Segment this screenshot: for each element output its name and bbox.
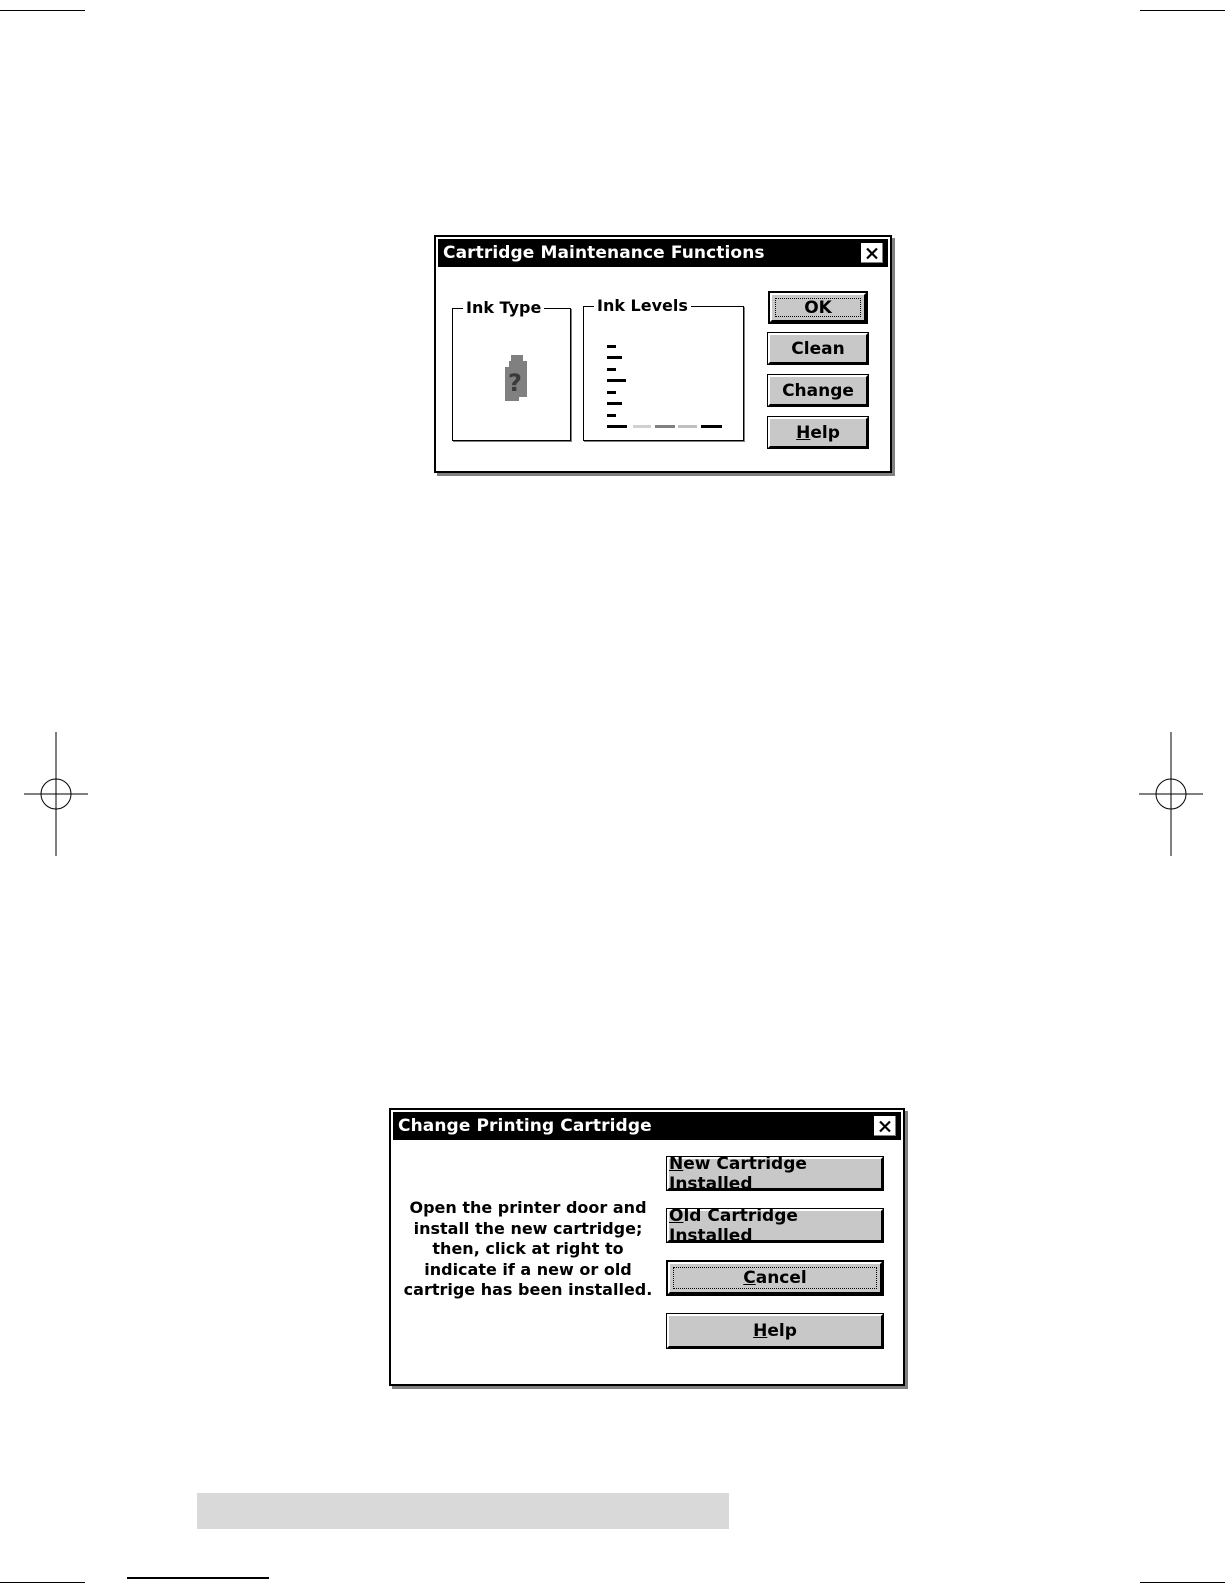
cancel-label-rest: ancel [755, 1268, 807, 1288]
scale-tick [607, 414, 616, 417]
ink-level-bar [655, 425, 675, 428]
ink-level-bar [633, 425, 651, 428]
dialog-title: Cartridge Maintenance Functions [443, 243, 765, 263]
help-label-rest: elp [767, 1321, 797, 1341]
scale-tick [607, 402, 622, 405]
footer-bar [197, 1493, 729, 1529]
help-button[interactable] [667, 1314, 883, 1348]
old-cartridge-label [669, 1206, 881, 1246]
change-button[interactable] [768, 375, 868, 406]
scale-tick [607, 345, 616, 348]
cartridge-maintenance-dialog [434, 235, 892, 473]
svg-text:?: ? [508, 369, 522, 397]
ink-levels-group [583, 296, 744, 441]
new-cartridge-label [669, 1154, 881, 1194]
close-button[interactable] [860, 242, 884, 264]
unknown-cartridge-icon [499, 353, 533, 403]
dialog-titlebar [393, 1112, 901, 1140]
instruction-message: Open the printer door and install the new cartridge; then, click at right to indicate if a new or old cartrige has been installed. [403, 1198, 653, 1299]
cancel-button[interactable] [668, 1262, 882, 1294]
old-label-rest: ld Cartridge Installed [669, 1205, 798, 1246]
ink-levels-label: Ink Levels [594, 296, 691, 316]
scale-tick [607, 356, 622, 359]
crop-mark-top-right [1140, 10, 1225, 11]
old-cartridge-installed-button[interactable] [667, 1205, 883, 1246]
help-mnemonic: H [753, 1321, 768, 1341]
help-label-rest: elp [810, 422, 840, 443]
ink-level-bar [701, 425, 722, 428]
ok-button-label: OK [804, 297, 832, 318]
ok-button[interactable] [770, 293, 866, 322]
new-cartridge-installed-button[interactable] [667, 1153, 883, 1194]
new-mnemonic: N [669, 1153, 684, 1174]
ink-level-bar [678, 425, 697, 428]
clean-button-label: Clean [791, 338, 845, 359]
new-label-rest: ew Cartridge Installed [669, 1153, 807, 1194]
help-button-label [753, 1321, 797, 1341]
ink-type-label: Ink Type [463, 298, 544, 318]
registration-mark-right-icon [1139, 732, 1203, 856]
dialog-title: Change Printing Cartridge [398, 1116, 652, 1136]
scale-tick [607, 391, 616, 394]
old-mnemonic: O [669, 1205, 684, 1226]
registration-mark-left-icon [24, 732, 88, 856]
close-icon [865, 247, 879, 260]
ink-level-bar [607, 425, 627, 428]
crop-mark-bottom-right [1140, 1582, 1225, 1583]
change-button-label: Change [782, 380, 854, 401]
change-cartridge-dialog [389, 1108, 905, 1386]
cancel-mnemonic: C [743, 1268, 756, 1288]
scale-tick [607, 379, 626, 382]
help-button-label [796, 423, 840, 443]
scale-tick [607, 368, 616, 371]
bottom-rule [127, 1577, 269, 1579]
close-button[interactable] [873, 1115, 897, 1137]
help-mnemonic: H [796, 422, 811, 443]
help-button[interactable] [768, 417, 868, 448]
crop-mark-bottom-left [0, 1582, 85, 1583]
ink-type-group [452, 298, 571, 441]
clean-button[interactable] [768, 333, 868, 364]
close-icon [878, 1120, 892, 1133]
cancel-button-label [743, 1268, 807, 1288]
dialog-titlebar [438, 239, 888, 267]
crop-mark-top-left [0, 10, 85, 11]
